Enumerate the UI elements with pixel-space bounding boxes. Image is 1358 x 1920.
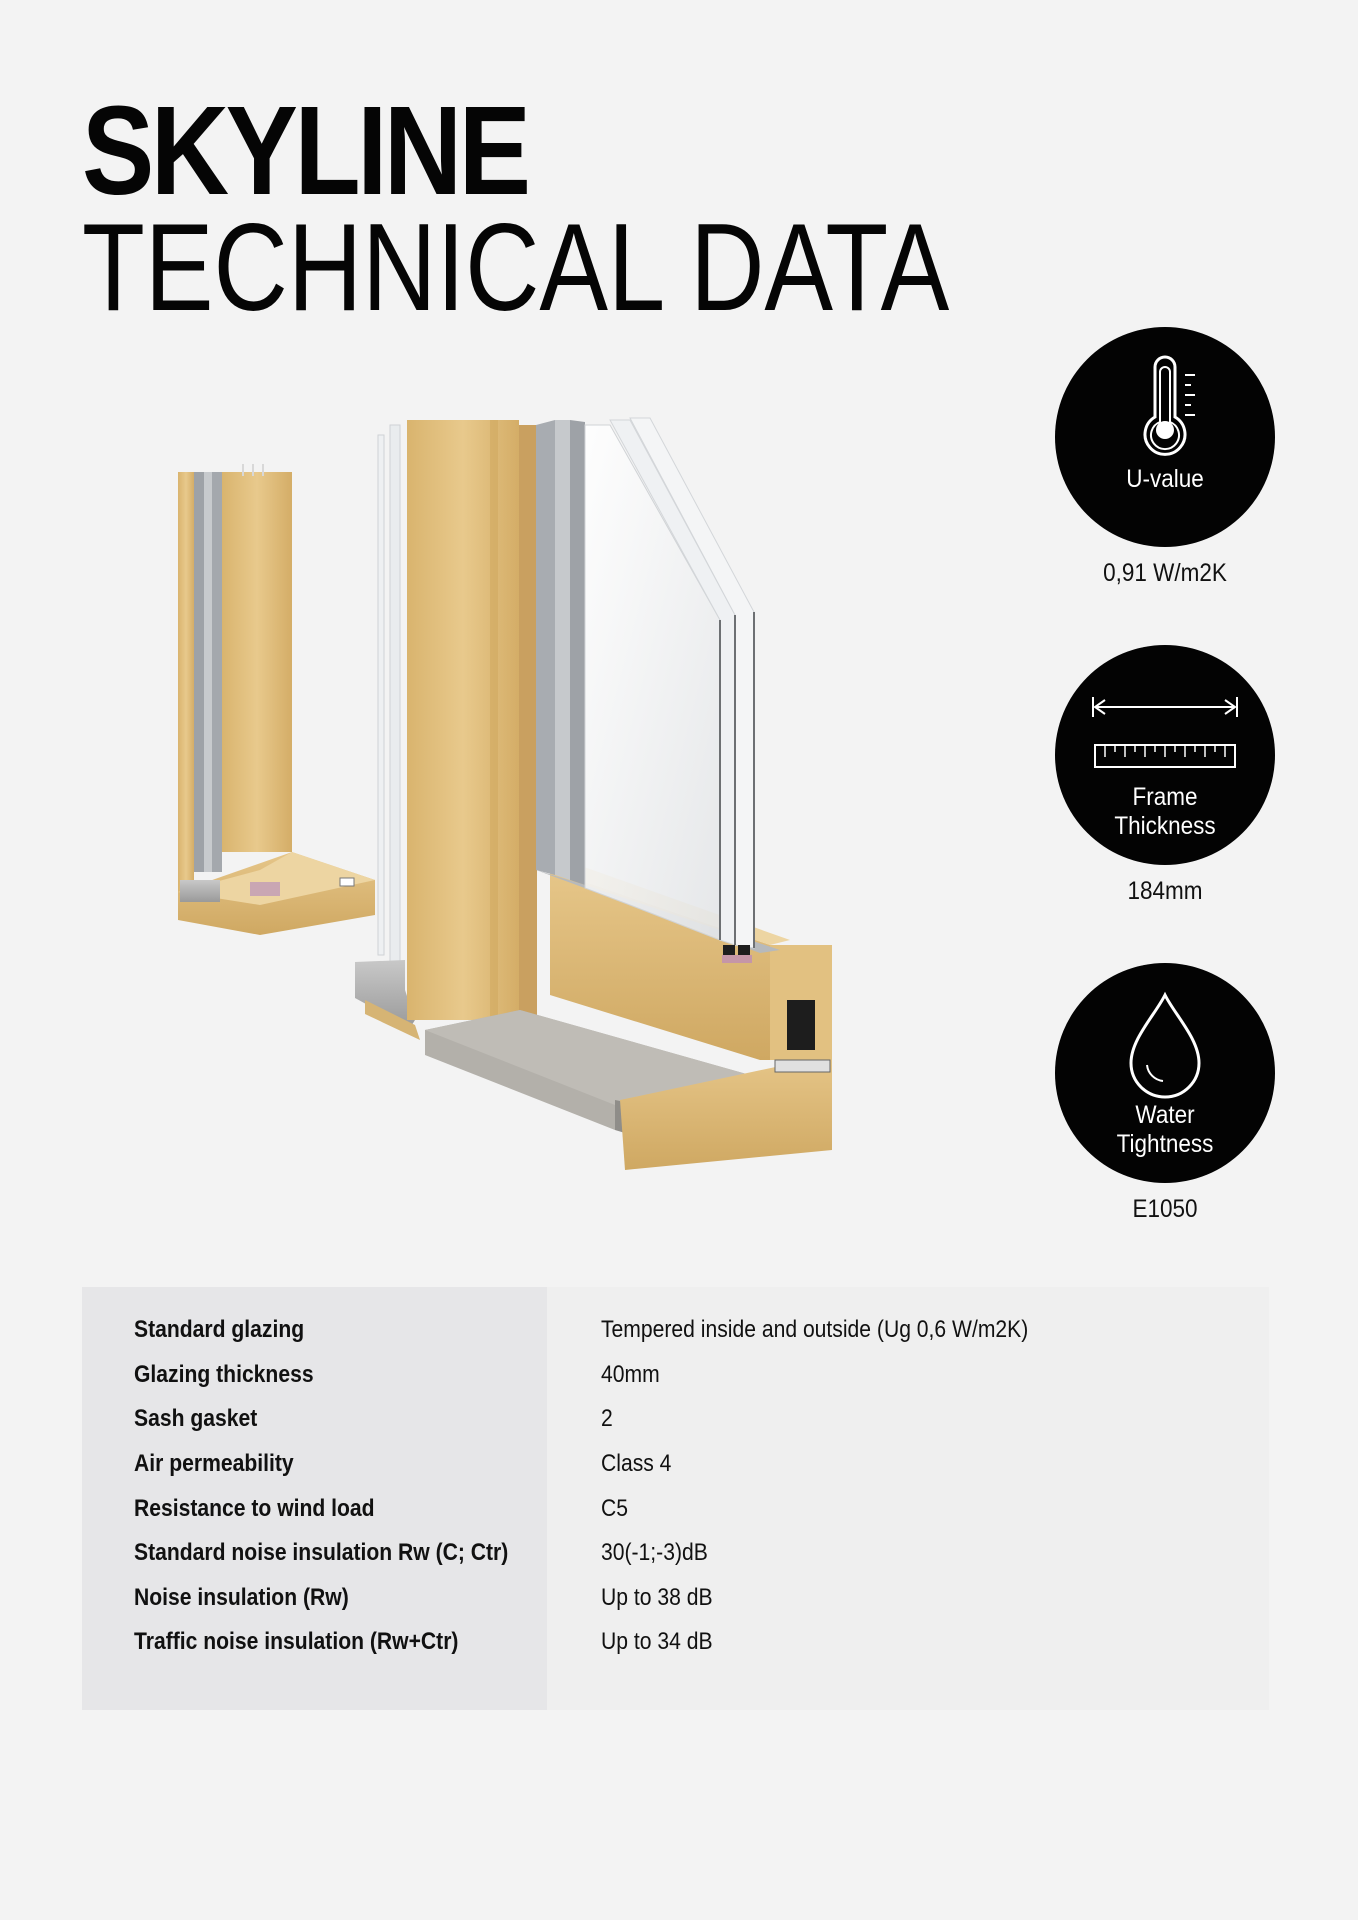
spec-value: Tempered inside and outside (Ug 0,6 W/m2K) — [601, 1316, 1029, 1344]
spec-value: 40mm — [601, 1360, 660, 1388]
water-tightness-label — [1066, 1101, 1264, 1159]
spec-label: Air permeability — [134, 1450, 294, 1478]
spec-label: Noise insulation (Rw) — [134, 1583, 349, 1611]
page-title: SKYLINE — [82, 80, 528, 221]
specs-labels-column — [82, 1287, 547, 1710]
spec-value: C5 — [601, 1494, 629, 1522]
page-subtitle: TECHNICAL DATA — [82, 199, 950, 337]
frame-thickness-label — [1066, 783, 1264, 841]
feature-u-value — [1055, 327, 1275, 588]
spec-row-value — [547, 1442, 1269, 1487]
spec-value: Class 4 — [601, 1450, 672, 1478]
spec-label: Traffic noise insulation (Rw+Ctr) — [134, 1628, 459, 1656]
spec-row-label — [82, 1397, 547, 1442]
spec-label: Resistance to wind load — [134, 1494, 375, 1522]
spec-row-value — [547, 1531, 1269, 1576]
spec-row-value — [547, 1576, 1269, 1621]
spec-row-value — [547, 1308, 1269, 1353]
spec-row-value — [547, 1620, 1269, 1665]
u-value-badge — [1055, 327, 1275, 547]
spec-row-value — [547, 1397, 1269, 1442]
spec-label: Standard glazing — [134, 1316, 305, 1344]
spec-row-label — [82, 1620, 547, 1665]
spec-row-label — [82, 1353, 547, 1398]
small-profile — [178, 464, 375, 935]
water-tightness-badge — [1055, 963, 1275, 1183]
feature-water-tightness — [1055, 963, 1275, 1224]
spec-row-label — [82, 1442, 547, 1487]
spec-row-label — [82, 1308, 547, 1353]
water-tightness-value: E1050 — [1132, 1195, 1198, 1223]
u-value-label: U-value — [1126, 465, 1204, 493]
spec-value: 30(-1;-3)dB — [601, 1539, 708, 1567]
frame-thickness-value: 184mm — [1127, 877, 1203, 905]
spec-row-label — [82, 1486, 547, 1531]
thermometer-icon — [1055, 327, 1275, 547]
water-tightness-label-line2: Tightness — [1116, 1130, 1214, 1158]
spec-row-value — [547, 1353, 1269, 1398]
spec-label: Standard noise insulation Rw (C; Ctr) — [134, 1539, 509, 1567]
spec-row-label — [82, 1576, 547, 1621]
spec-value: Up to 38 dB — [601, 1583, 713, 1611]
u-value-value: 0,91 W/m2K — [1103, 559, 1227, 587]
specs-table — [82, 1287, 1269, 1710]
frame-thickness-label-line1: Frame — [1132, 783, 1198, 811]
spec-label: Glazing thickness — [134, 1360, 314, 1388]
window-frame-cross-section-icon — [160, 400, 860, 1180]
water-tightness-label-line1: Water — [1135, 1101, 1195, 1129]
specs-values-column — [547, 1287, 1269, 1710]
spec-row-label — [82, 1531, 547, 1576]
spec-value: 2 — [601, 1405, 613, 1433]
spec-value: Up to 34 dB — [601, 1628, 713, 1656]
feature-frame-thickness — [1055, 645, 1275, 906]
frame-thickness-label-line2: Thickness — [1114, 812, 1216, 840]
spec-label: Sash gasket — [134, 1405, 258, 1433]
frame-thickness-badge — [1055, 645, 1275, 865]
spec-row-value — [547, 1486, 1269, 1531]
